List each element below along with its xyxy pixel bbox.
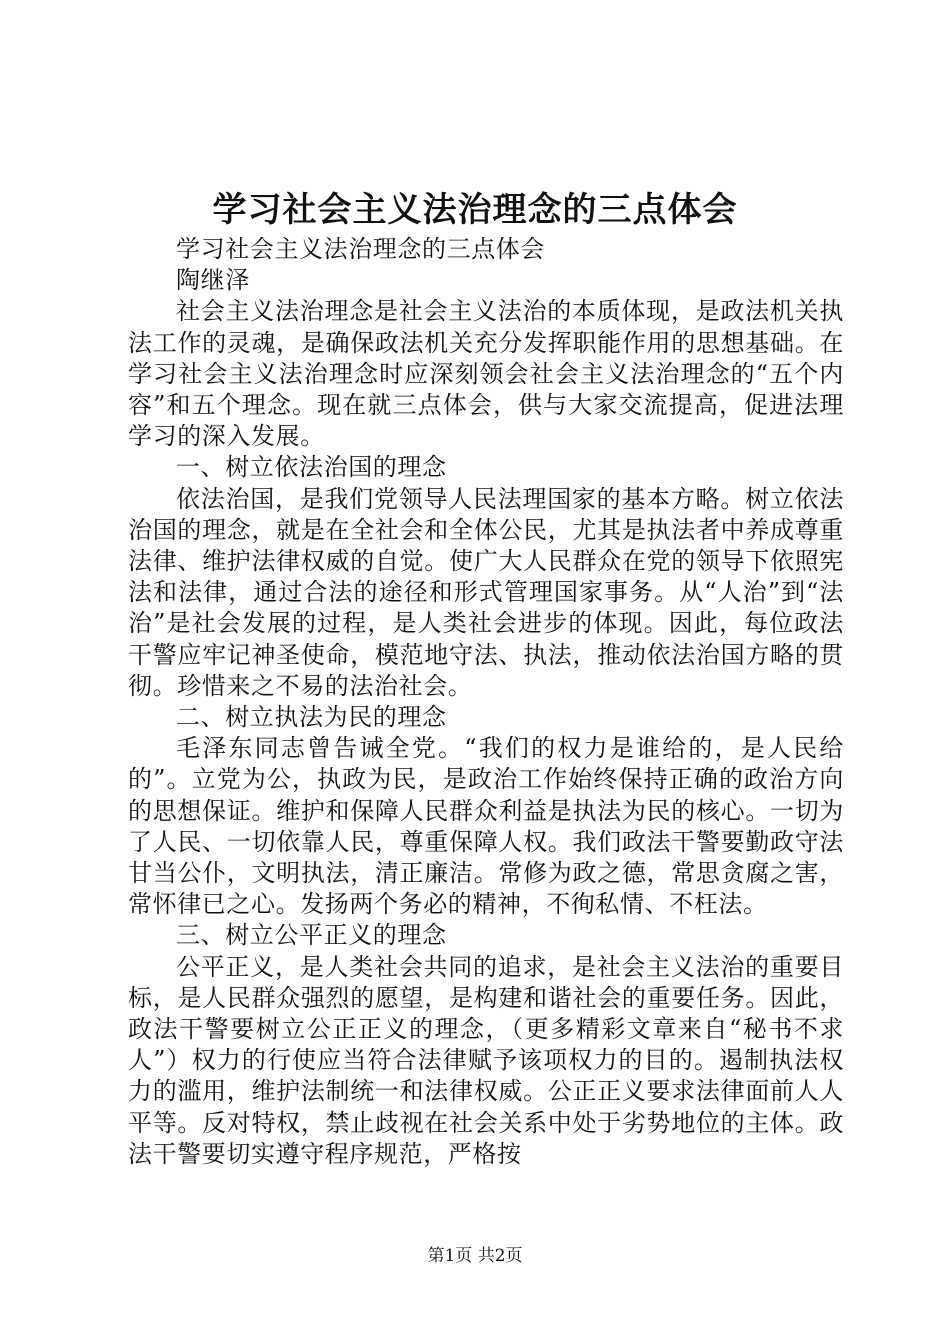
- paragraph-author: 陶继泽: [176, 266, 250, 295]
- section-heading-2: 二、树立执法为民的理念: [176, 703, 447, 732]
- document-title: 学习社会主义法治理念的三点体会: [212, 190, 738, 230]
- paragraph-subtitle: 学习社会主义法治理念的三点体会: [176, 235, 545, 263]
- section-heading-3: 三、树立公平正义的理念: [176, 921, 447, 950]
- paragraph-section-2: 毛泽东同志曾告诫全党。“我们的权力是谁给的，是人民给的”。立党为公，执政为民，是政治工作始终保持正确的政治方向的思想保证。维护和保障人民群众利益是执法为民的核心。一切为了人民、一切依靠人民，尊重保障人权。我们政法干警要勤政守法甘当公仆，文明执法，清正廉洁。常修为政之德，常思贪腐之害，常怀律已之心。发扬两个务必的精神，不徇私情、不枉法。: [128, 734, 844, 919]
- document-body: [128, 234, 844, 1170]
- paragraph-section-1: 依法治国，是我们党领导人民法理国家的基本方略。树立依法治国的理念，就是在全社会和全体公民，尤其是执法者中养成尊重法律、维护法律权威的自觉。使广大人民群众在党的领导下依照宪法和法律，通过合法的途径和形式管理国家事务。从“人治”到“法治”是社会发展的过程，是人类社会进步的体现。因此，每位政法干警应牢记神圣使命，模范地守法、执法，推动依法治国方略的贯彻。珍惜来之不易的法治社会。: [128, 484, 844, 700]
- page-number-footer: 第1页 共2页: [427, 1246, 523, 1266]
- section-heading-1: 一、树立依法治国的理念: [176, 453, 447, 482]
- paragraph-section-3: 公平正义，是人类社会共同的追求，是社会主义法治的重要目标，是人民群众强烈的愿望，是构建和谐社会的重要任务。因此，政法干警要树立公正正义的理念，（更多精彩文章来自“秘书不求人”）权力的行使应当符合法律赋予该项权力的目的。遏制执法权力的滥用，维护法制统一和法律权威。公正正义要求法律面前人人平等。反对特权，禁止歧视在社会关系中处于劣势地位的主体。政法干警要切实遵守程序规范，严格按: [128, 952, 844, 1168]
- paragraph-intro: 社会主义法治理念是社会主义法治的本质体现，是政法机关执法工作的灵魂，是确保政法机关充分发挥职能作用的思想基础。在学习社会主义法治理念时应深刻领会社会主义法治理念的“五个内容”和五个理念。现在就三点体会，供与大家交流提高，促进法理学习的深入发展。: [128, 297, 844, 451]
